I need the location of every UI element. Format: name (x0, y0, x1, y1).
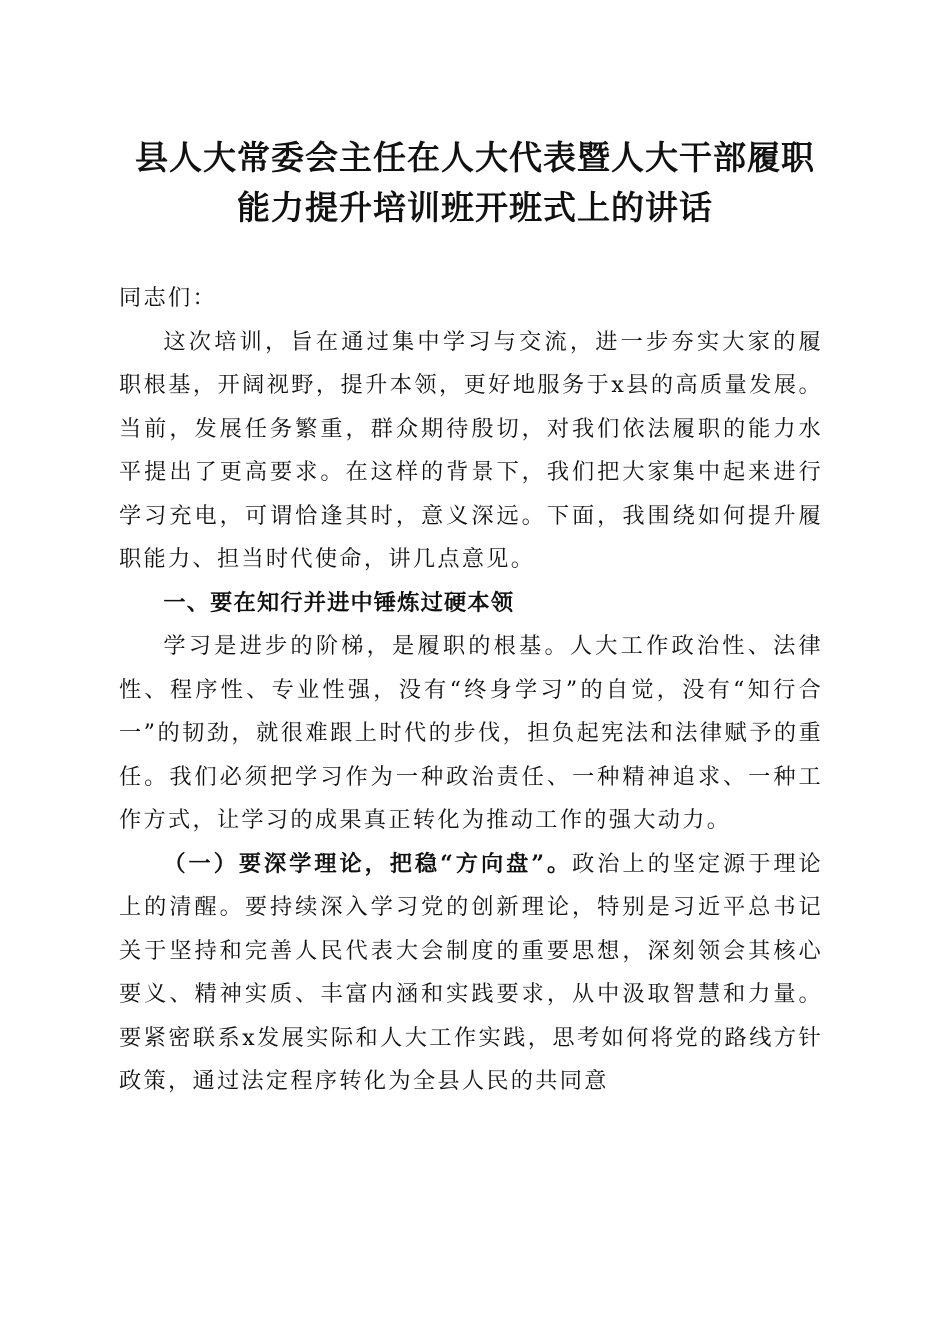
title-line-2: 能力提升培训班开班式上的讲话 (237, 188, 713, 227)
document-body (119, 277, 823, 1104)
salutation: 同志们： (119, 285, 217, 311)
section-1-paragraph: 学习是进步的阶梯，是履职的根基。人大工作政治性、法律性、程序性、专业性强，没有“终身学习”的自觉，没有“知行合一”的韧劲，就很难跟上时代的步伐，担负起宪法和法律赋予的重任。我们必须把学习作为一种政治责任、一种精神追求、一种工作方式，让学习的成果真正转化为推动工作的强大动力。 (119, 633, 823, 833)
subsection-1-text: 政治上的坚定源于理论上的清醒。要持续深入学习党的创新理论，特别是习近平总书记关于坚持和完善人民代表大会制度的重要思想，深刻领会其核心要义、精神实质、丰富内涵和实践要求，从中汲取智慧和力量。要紧密联系x发展实际和人大工作实践，思考如何将党的路线方针政策，通过法定程序转化为全县人民的共同意 (119, 850, 824, 1094)
section-1-heading: 一、要在知行并进中锤炼过硬本领 (163, 589, 515, 616)
subsection-1-lead: （一）要深学理论，把稳“方向盘”。 (163, 850, 573, 877)
document-title (110, 133, 840, 233)
intro-paragraph: 这次培训，旨在通过集中学习与交流，进一步夯实大家的履职根基，开阔视野，提升本领，更好地服务于x县的高质量发展。当前，发展任务繁重，群众期待殷切，对我们依法履职的能力水平提出了更高要求。在这样的背景下，我们把大家集中起来进行学习充电，可谓恰逢其时，意义深远。下面，我围绕如何提升履职能力、担当时代使命，讲几点意见。 (119, 328, 823, 572)
subsection-1-paragraph (119, 843, 823, 1104)
title-line-1: 县人大常委会主任在人大代表暨人大干部履职 (135, 138, 815, 177)
